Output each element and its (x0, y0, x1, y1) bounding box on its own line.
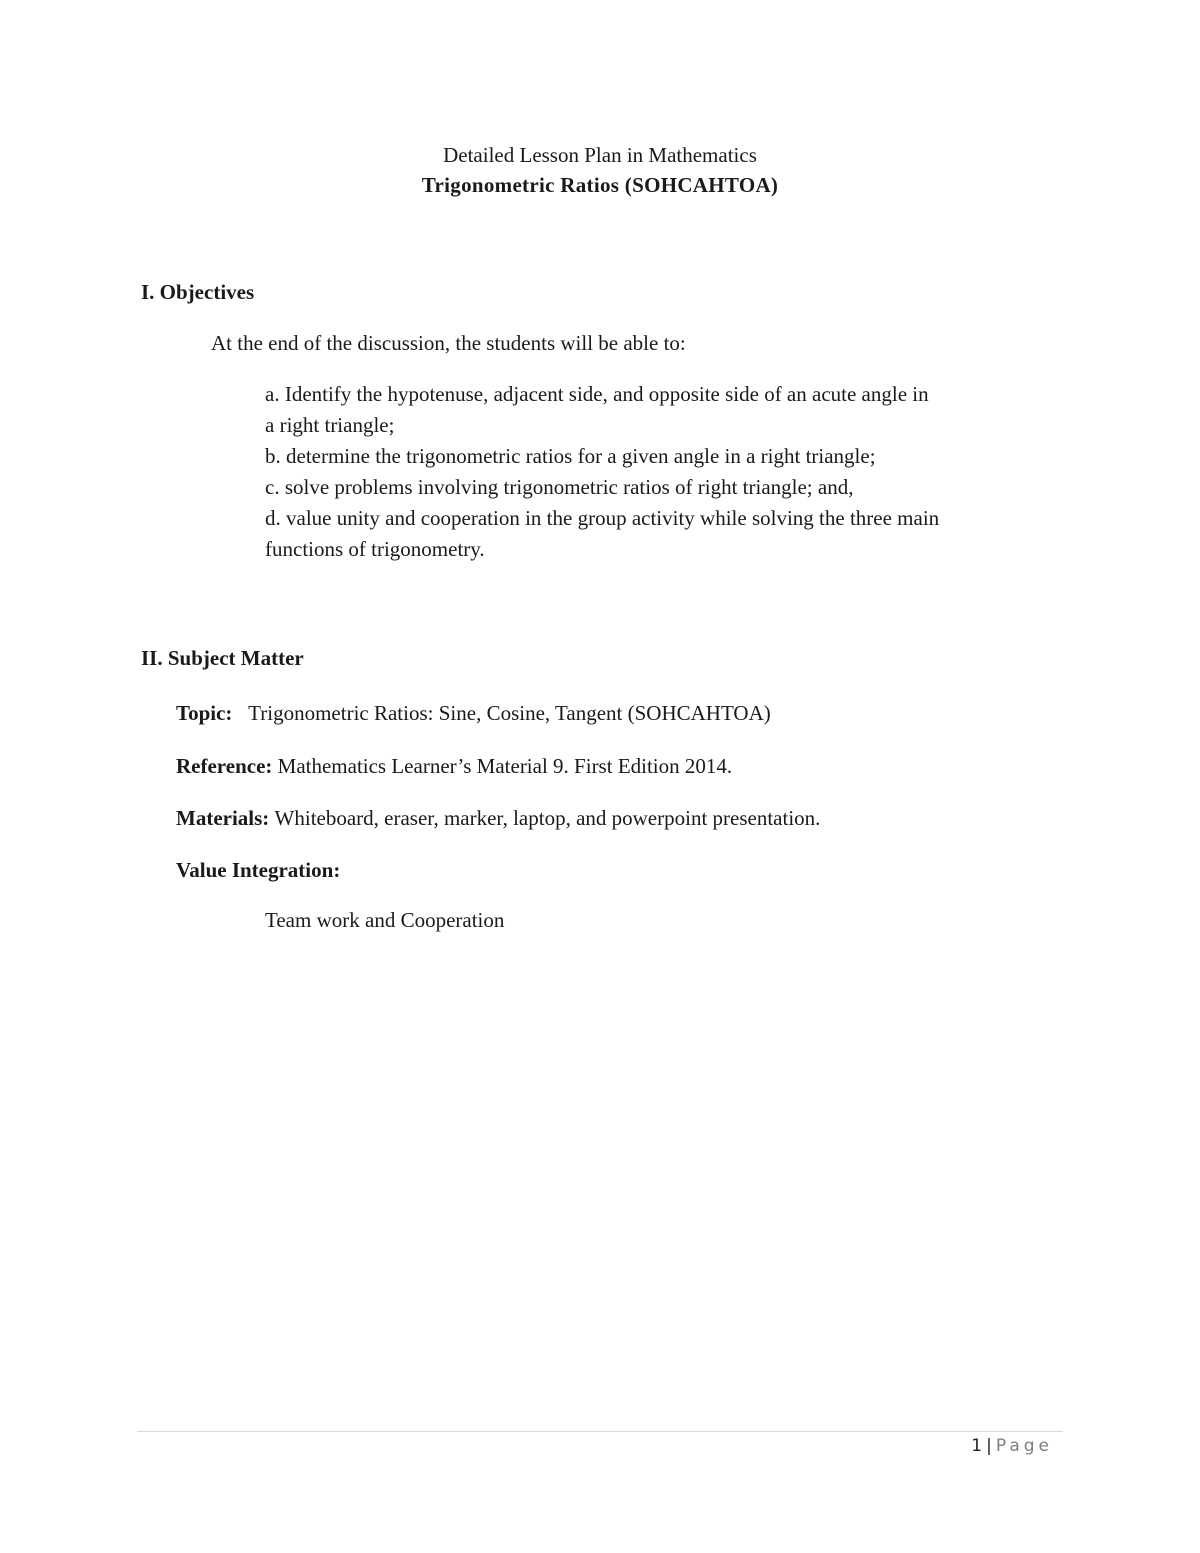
value-integration-label: Value Integration: (176, 858, 341, 882)
footer-divider (137, 1431, 1063, 1432)
topic-row (176, 701, 771, 726)
objective-c: c. solve problems involving trigonometric ratios of right triangle; and, (265, 475, 854, 499)
objective-d-line1: d. value unity and cooperation in the group activity while solving the three main (265, 506, 940, 530)
objectives-heading: I. Objectives (141, 280, 255, 304)
reference-label: Reference: (176, 754, 273, 778)
subject-matter-heading: II. Subject Matter (141, 646, 304, 670)
page-footer (971, 1436, 1053, 1456)
document-title: Trigonometric Ratios (SOHCAHTOA) (421, 173, 779, 197)
topic-label: Topic: (176, 701, 233, 725)
footer-separator: | (986, 1436, 992, 1456)
page-number: 1 (971, 1436, 983, 1456)
reference-value: Mathematics Learner’s Material 9. First Edition 2014. (277, 754, 733, 778)
materials-row (176, 806, 820, 831)
topic-value: Trigonometric Ratios: Sine, Cosine, Tangent (SOHCAHTOA) (248, 701, 771, 725)
document-subtitle: Detailed Lesson Plan in Mathematics (443, 143, 757, 167)
objective-a-line2: a right triangle; (265, 413, 395, 437)
objectives-intro: At the end of the discussion, the students will be able to: (211, 331, 686, 355)
objective-a-line1: a. Identify the hypotenuse, adjacent side, and opposite side of an acute angle in (265, 382, 929, 406)
objective-b: b. determine the trigonometric ratios for a given angle in a right triangle; (265, 444, 876, 468)
page-label: Page (995, 1436, 1053, 1456)
materials-label: Materials: (176, 806, 270, 830)
reference-row (176, 754, 732, 779)
objective-d-line2: functions of trigonometry. (265, 537, 485, 561)
value-integration-value: Team work and Cooperation (265, 908, 505, 932)
materials-value: Whiteboard, eraser, marker, laptop, and powerpoint presentation. (274, 806, 821, 830)
